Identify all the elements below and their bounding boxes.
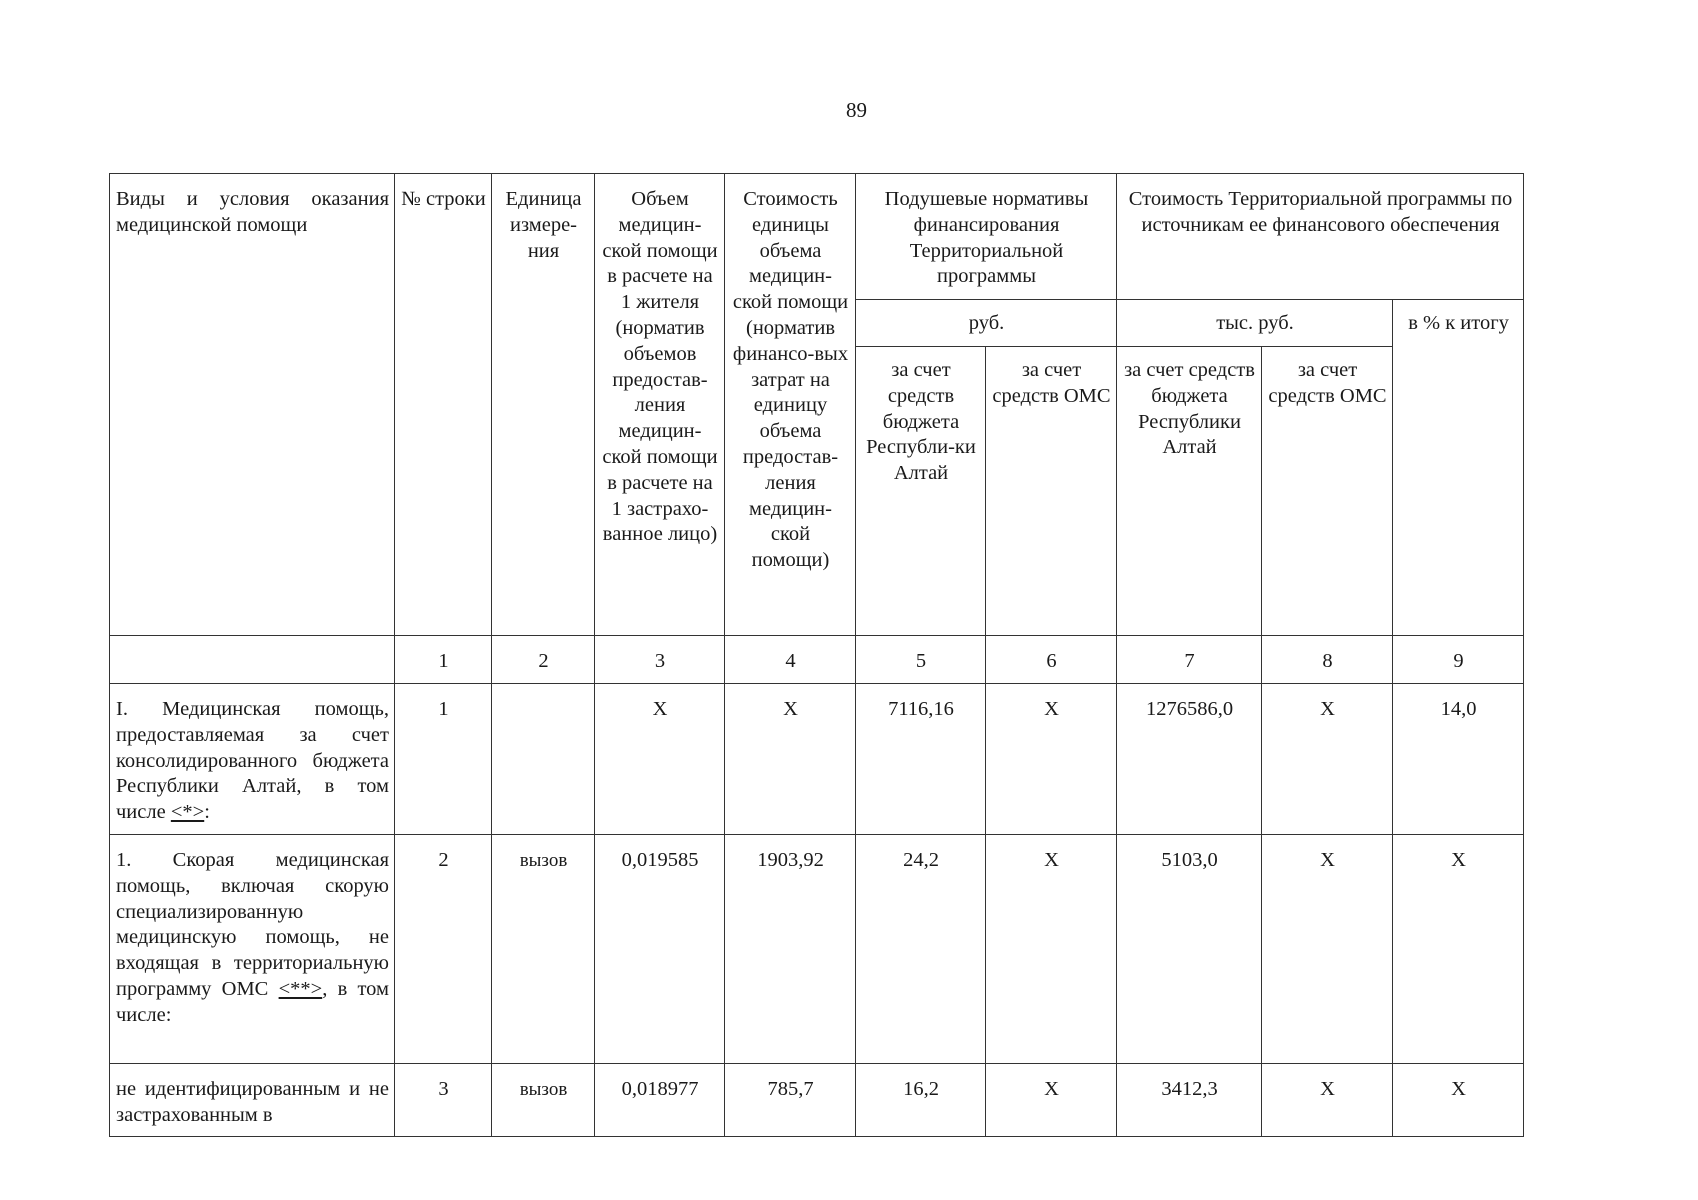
unit-cell: вызов [492, 835, 595, 1064]
percent-cell: 14,0 [1393, 684, 1524, 835]
care-type-suffix: : [204, 801, 210, 824]
header-per-capita-norms: Подушевые нормативы финансирования Территориальной программы [856, 174, 1117, 300]
unit-cell [492, 684, 595, 835]
table-row [110, 835, 1524, 1064]
column-number: 6 [986, 636, 1117, 684]
unit-cell: вызов [492, 1064, 595, 1137]
per-capita-budget-cell: 24,2 [856, 835, 986, 1064]
volume-cell: 0,019585 [595, 835, 725, 1064]
footnote-link[interactable]: <*> [170, 801, 205, 824]
care-type-text: I. Медицинская помощь, предоставляемая за счет консолидированного бюджета Республики Алтай, в том числе [116, 698, 389, 824]
per-capita-oms-cell: X [986, 835, 1117, 1064]
header-type-of-care: Виды и условия оказания медицинской помощи [110, 174, 395, 636]
cost-oms-cell: X [1262, 1064, 1393, 1137]
column-number: 7 [1117, 636, 1262, 684]
care-type-text: не идентифицированным и не застрахованным в [116, 1078, 389, 1126]
header-rub: руб. [856, 300, 1117, 347]
table-row [110, 684, 1524, 835]
care-type-cell [110, 835, 395, 1064]
unit-cost-cell: 1903,92 [725, 835, 856, 1064]
column-number: 1 [395, 636, 492, 684]
header-per-capita-budget: за счет средств бюджета Республи-ки Алтай [856, 347, 986, 636]
unit-cost-cell: X [725, 684, 856, 835]
column-number: 4 [725, 636, 856, 684]
care-type-cell [110, 684, 395, 835]
cost-oms-cell: X [1262, 835, 1393, 1064]
care-type-cell [110, 1064, 395, 1137]
program-cost-table [109, 173, 1524, 1137]
column-number [110, 636, 395, 684]
footnote-link[interactable]: <**> [278, 977, 323, 1000]
cost-budget-cell: 3412,3 [1117, 1064, 1262, 1137]
column-number: 2 [492, 636, 595, 684]
column-number: 3 [595, 636, 725, 684]
column-number: 9 [1393, 636, 1524, 684]
header-thousand-rub: тыс. руб. [1117, 300, 1393, 347]
per-capita-budget-cell: 7116,16 [856, 684, 986, 835]
per-capita-oms-cell: X [986, 1064, 1117, 1137]
header-cost-budget: за счет средств бюджета Республики Алтай [1117, 347, 1262, 636]
header-volume-norm: Объем медицин-ской помощи в расчете на 1 жителя (норматив объемов предостав-ления медицин-ской помощи в расчете на 1 застрахо-ванное лицо) [595, 174, 725, 636]
row-number-cell: 3 [395, 1064, 492, 1137]
percent-cell: X [1393, 835, 1524, 1064]
table-row [110, 1064, 1524, 1137]
header-cost-oms: за счет средств ОМС [1262, 347, 1393, 636]
per-capita-oms-cell: X [986, 684, 1117, 835]
percent-cell: X [1393, 1064, 1524, 1137]
header-unit: Единица измере-ния [492, 174, 595, 636]
care-type-text: 1. Скорая медицинская помощь, включая скорую специализированную медицинскую помощь, не входящая в территориальную программу ОМС [116, 849, 389, 1000]
column-numbers-row [110, 636, 1524, 684]
header-row-1 [110, 174, 1524, 300]
per-capita-budget-cell: 16,2 [856, 1064, 986, 1137]
column-number: 8 [1262, 636, 1393, 684]
header-percent-of-total: в % к итогу [1393, 300, 1524, 636]
row-number-cell: 2 [395, 835, 492, 1064]
row-number-cell: 1 [395, 684, 492, 835]
cost-oms-cell: X [1262, 684, 1393, 835]
page-number: 89 [846, 98, 867, 122]
unit-cost-cell: 785,7 [725, 1064, 856, 1137]
column-number: 5 [856, 636, 986, 684]
volume-cell: 0,018977 [595, 1064, 725, 1137]
header-row-number: № строки [395, 174, 492, 636]
cost-budget-cell: 1276586,0 [1117, 684, 1262, 835]
header-program-cost: Стоимость Территориальной программы по источникам ее финансового обеспечения [1117, 174, 1524, 300]
volume-cell: X [595, 684, 725, 835]
care-type-suffix: , в том числе: [116, 977, 389, 1026]
header-unit-cost: Стоимость единицы объема медицин-ской помощи (норматив финансо-вых затрат на единицу объема предостав-ления медицин-ской помощи) [725, 174, 856, 636]
header-per-capita-oms: за счет средств ОМС [986, 347, 1117, 636]
cost-budget-cell: 5103,0 [1117, 835, 1262, 1064]
